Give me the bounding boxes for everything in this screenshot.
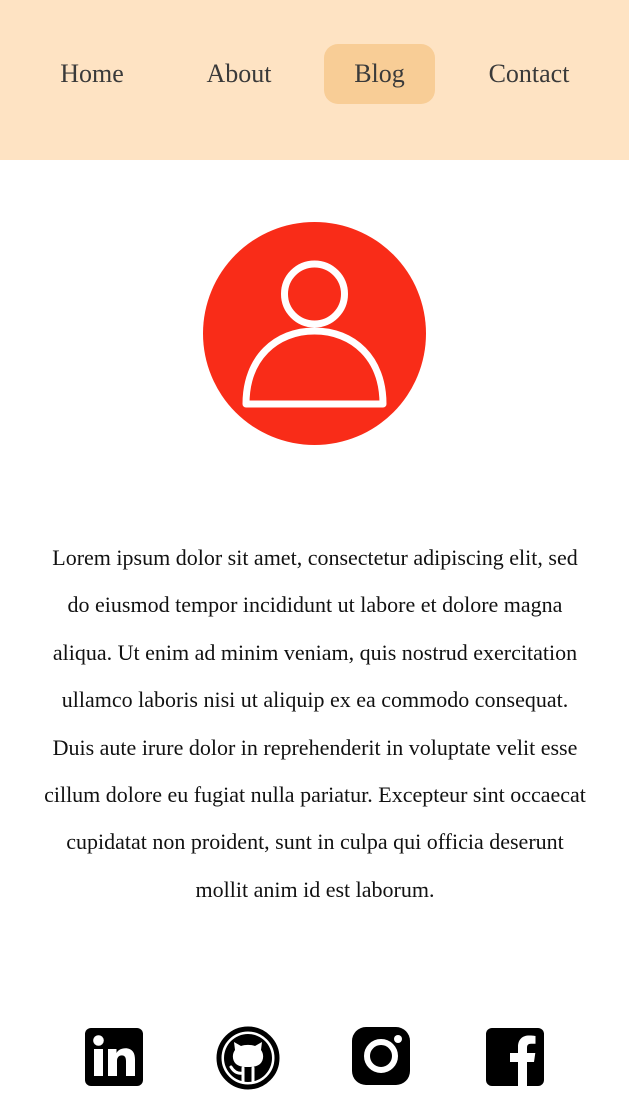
github-link[interactable]	[216, 1026, 280, 1090]
avatar	[203, 222, 426, 445]
main-nav	[0, 44, 629, 104]
facebook-icon	[486, 1028, 544, 1086]
header	[0, 0, 629, 160]
nav-item-about[interactable]: About	[206, 59, 272, 88]
nav-item-home[interactable]: Home	[60, 59, 124, 88]
linkedin-link[interactable]	[85, 1028, 143, 1086]
nav-item-contact[interactable]: Contact	[488, 59, 570, 88]
github-icon	[216, 1026, 280, 1090]
nav-item-blog[interactable]: Blog	[324, 44, 435, 104]
bio-text: Lorem ipsum dolor sit amet, consectetur adipiscing elit, sed do eiusmod tempor incididunt ut labore et dolore magna aliqua. Ut enim ad minim veniam, quis nostrud exercitation ullamco laboris nisi ut aliquip ex ea commodo consequat. Duis aute irure dolor in reprehenderit in voluptate velit esse cillum dolore eu fugiat nulla pariatur. Excepteur sint occaecat cupidatat non proident, sunt in culpa qui officia deserunt mollit anim id est laborum.	[44, 545, 586, 902]
user-icon	[203, 222, 426, 445]
instagram-link[interactable]	[352, 1027, 410, 1085]
facebook-link[interactable]	[486, 1028, 544, 1086]
instagram-icon	[352, 1027, 410, 1085]
linkedin-icon	[85, 1028, 143, 1086]
